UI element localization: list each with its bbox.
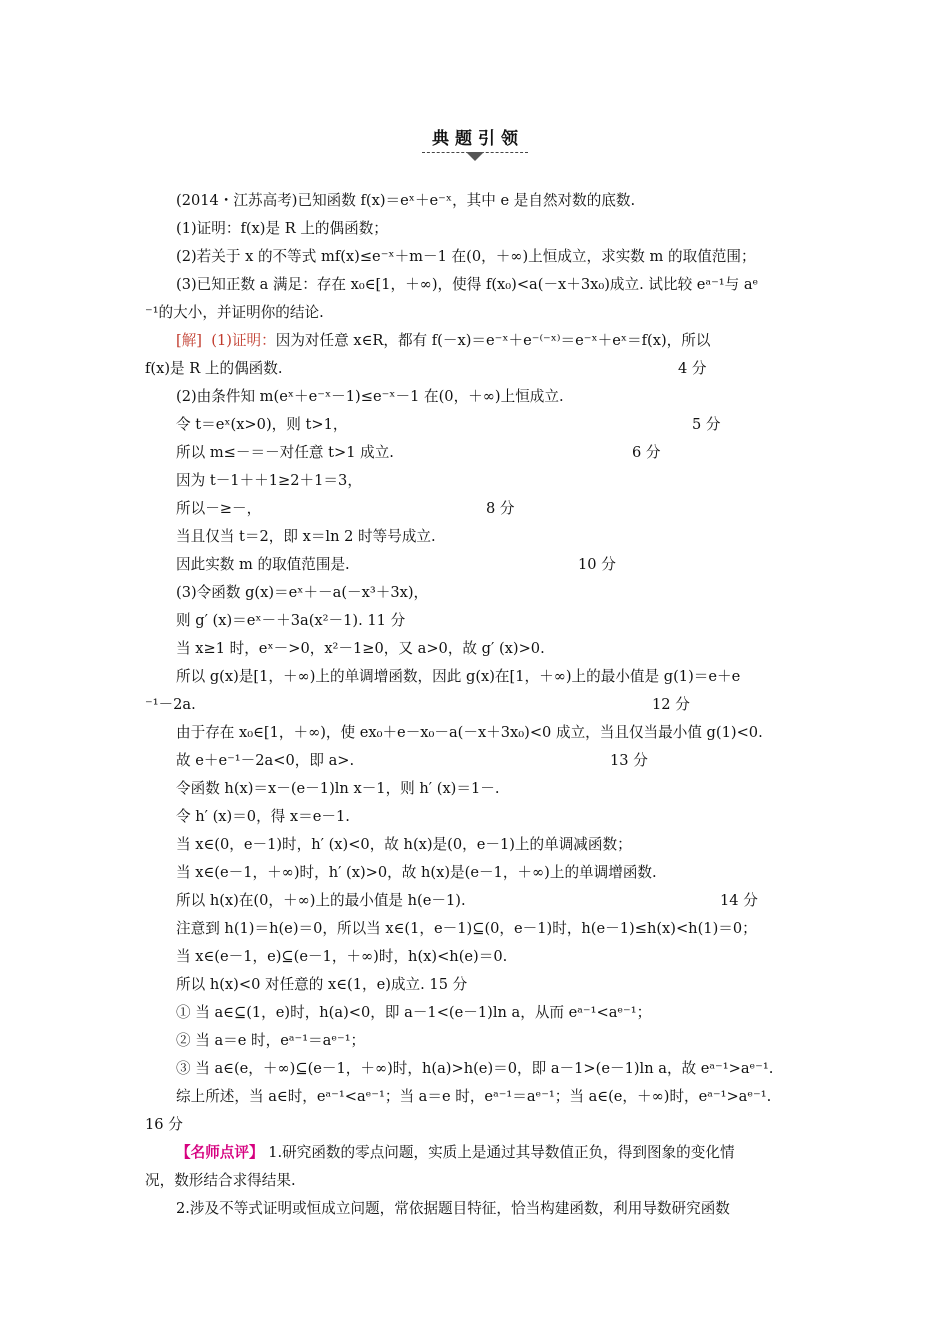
section-heading-text: 典题引领 [422,124,528,153]
solution-line: 当 x≥1 时，eˣ－>0，x²－1≥0，又 a>0，故 g′ (x)>0. [176,640,545,657]
solution-line: 令 t＝eˣ(x>0)，则 t>1， [176,416,348,433]
solution-line: ② 当 a＝e 时，eᵃ⁻¹＝aᵉ⁻¹； [176,1032,366,1049]
solution-line: f(x)是 R 上的偶函数. [145,360,283,377]
solution-line: 注意到 h(1)＝h(e)＝0，所以当 x∈(1，e－1)⊆(0，e－1)时，h(e－1)≤h(x)<h(1)＝0； [176,920,757,937]
comment-line [176,1143,735,1163]
problem-line: (1)证明：f(x)是 R 上的偶函数； [176,220,388,237]
score-mark: 10 分 [578,556,616,573]
score-mark: 12 分 [652,696,690,713]
solution-line: 因此实数 m 的取值范围是. [176,556,350,573]
solution-line: ① 当 a∈⊆(1，e)时，h(a)<0，即 a－1<(e－1)ln a，从而 eᵃ⁻¹<aᵉ⁻¹； [176,1004,652,1021]
solution-line: (3)令函数 g(x)＝eˣ＋－a(－x³＋3x)， [176,584,429,601]
score-mark: 4 分 [678,360,707,377]
solution-line: 当且仅当 t＝2，即 x＝ln 2 时等号成立. [176,528,436,545]
solution-line: 所以－≥－， [176,500,262,517]
solution-line: 所以 h(x)在(0，＋∞)上的最小值是 h(e－1). [176,892,466,909]
solution-line: (2)由条件知 m(eˣ＋e⁻ˣ－1)≤e⁻ˣ－1 在(0，＋∞)上恒成立. [176,388,564,405]
score-mark: 13 分 [610,752,648,769]
score-mark: 5 分 [692,416,721,433]
solution-line: 故 e＋e⁻¹－2a<0，即 a>. [176,752,355,769]
solution-line [176,331,710,351]
solution-line: 所以 m≤－＝－对任意 t>1 成立. [176,444,394,461]
solution-line: 当 x∈(e－1，＋∞)时，h′ (x)>0，故 h(x)是(e－1，＋∞)上的单调增函数. [176,864,657,881]
score-mark: 6 分 [632,444,661,461]
solution-line: 综上所述，当 a∈时，eᵃ⁻¹<aᵉ⁻¹；当 a＝e 时，eᵃ⁻¹＝aᵉ⁻¹；当 a∈(e，＋∞)时，eᵃ⁻¹>aᵉ⁻¹. [176,1088,772,1105]
solution-line: 令 h′ (x)＝0，得 x＝e－1. [176,808,350,825]
solution-text: 因为对任意 x∈R，都有 f(－x)＝e⁻ˣ＋e⁻⁽⁻ˣ⁾＝e⁻ˣ＋eˣ＝f(x)，所以 [275,332,711,349]
solution-line: ⁻¹－2a. [145,696,196,713]
problem-line: ⁻¹的大小，并证明你的结论. [145,304,324,321]
score-mark: 14 分 [720,892,758,909]
proof-label: (1)证明： [211,332,276,349]
solution-line: 由于存在 x₀∈[1，＋∞)，使 ex₀＋e－x₀－a(－x＋3x₀)<0 成立，当且仅当最小值 g(1)<0. [176,724,763,741]
section-heading [0,124,950,153]
solution-line: 令函数 h(x)＝x－(e－1)ln x－1，则 h′ (x)＝1－. [176,780,500,797]
comment-text: 1.研究函数的零点问题，实质上是通过其导数值正负，得到图象的变化情 [263,1144,735,1161]
problem-line: (3)已知正数 a 满足：存在 x₀∈[1，＋∞)，使得 f(x₀)<a(－x＋3x₀)成立. 试比较 eᵃ⁻¹与 aᵉ [176,276,759,293]
solution-line: 当 x∈(0，e－1)时，h′ (x)<0，故 h(x)是(0，e－1)上的单调减函数； [176,836,632,853]
comment-line: 况，数形结合求得结果. [145,1172,296,1189]
problem-line: (2)若关于 x 的不等式 mf(x)≤e⁻ˣ＋m－1 在(0，＋∞)上恒成立，求实数 m 的取值范围； [176,248,756,265]
solution-line: 当 x∈(e－1，e)⊆(e－1，＋∞)时，h(x)<h(e)＝0. [176,948,508,965]
solution-line: 则 g′ (x)＝eˣ－＋3a(x²－1). 11 分 [176,612,406,629]
solution-tag: [解] [176,332,202,349]
problem-line: (2014・江苏高考)已知函数 f(x)＝eˣ＋e⁻ˣ，其中 e 是自然对数的底数. [176,192,636,209]
solution-line: 16 分 [145,1116,183,1133]
solution-line: 所以 g(x)是[1，＋∞)上的单调增函数，因此 g(x)在[1，＋∞)上的最小值是 g(1)＝e＋e [176,668,741,685]
solution-line: 因为 t－1＋＋1≥2＋1＝3， [176,472,362,489]
heading-arrow-icon [466,152,484,161]
solution-line: 所以 h(x)<0 对任意的 x∈(1，e)成立. 15 分 [176,976,468,993]
solution-line: ③ 当 a∈(e，＋∞)⊆(e－1，＋∞)时，h(a)>h(e)＝0，即 a－1>(e－1)ln a，故 eᵃ⁻¹>aᵉ⁻¹. [176,1060,774,1077]
comment-tag: 【名师点评】 [176,1144,264,1161]
score-mark: 8 分 [486,500,515,517]
comment-line: 2.涉及不等式证明或恒成立问题，常依据题目特征，恰当构建函数，利用导数研究函数 [176,1200,730,1217]
